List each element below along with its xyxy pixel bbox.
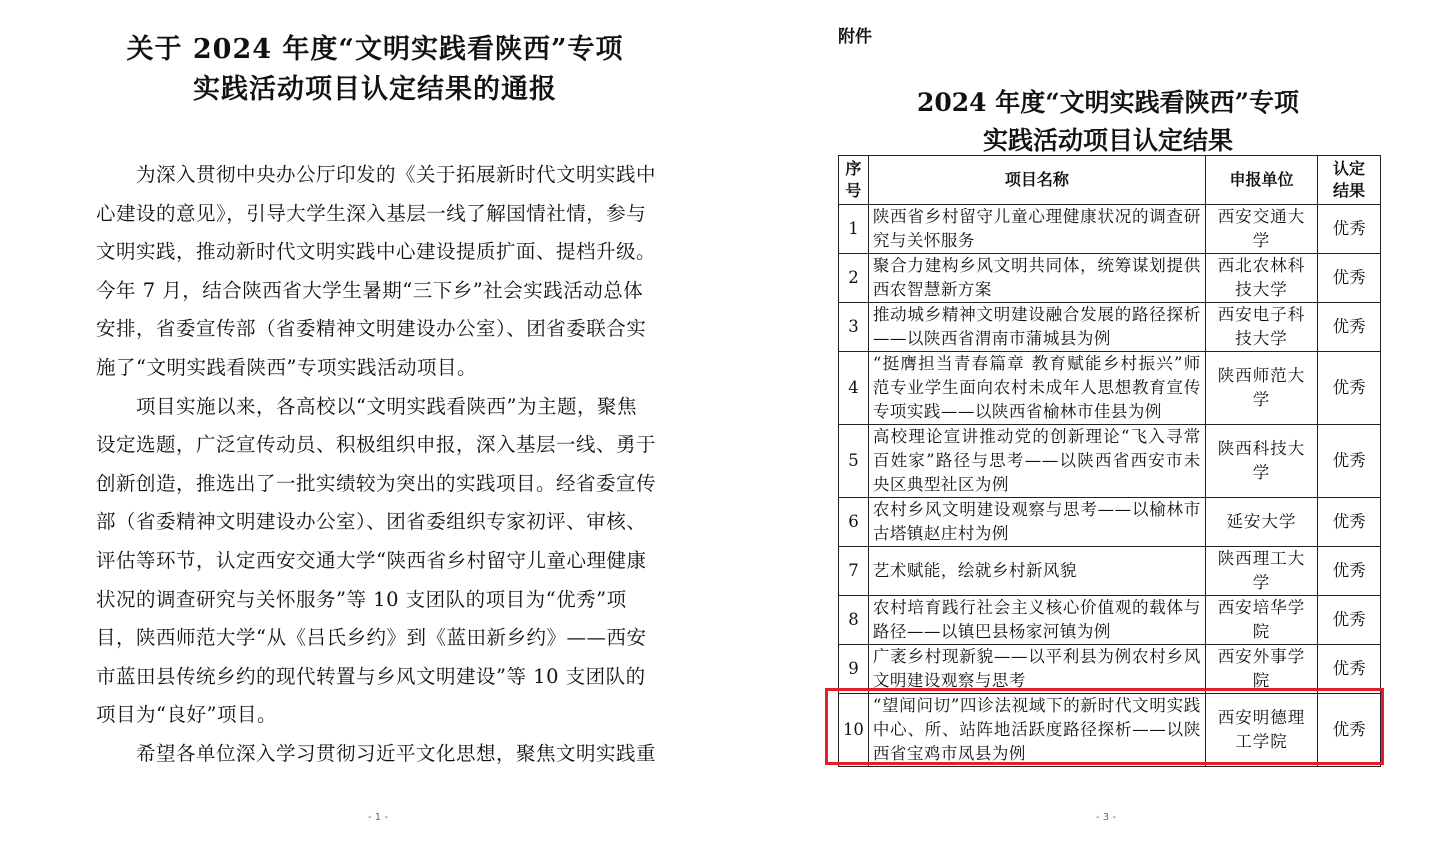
table-header-row [839, 156, 1381, 205]
project-name: 艺术赋能，绘就乡村新风貌 [868, 547, 1205, 596]
notice-title [60, 30, 690, 110]
result-cell: 优秀 [1318, 254, 1381, 303]
row-number: 1 [839, 205, 869, 254]
table-row [839, 205, 1381, 254]
row-number: 10 [839, 694, 869, 767]
notice-title-line-2: 实践活动项目认定结果的通报 [193, 74, 557, 105]
body-line: 项目实施以来，各高校以“文明实践看陕西”为主题，聚焦 [136, 394, 637, 418]
body-line: 状况的调查研究与关怀服务”等 10 支团队的项目为“优秀”项 [96, 587, 627, 611]
header-result-line-1: 认定 [1333, 159, 1366, 178]
body-line: 施了“文明实践看陕西”专项实践活动项目。 [96, 355, 477, 379]
body-line: 目，陕西师范大学“从《吕氏乡约》到《蓝田新乡约》——西安 [96, 626, 647, 650]
applicant-unit: 西安明德理工学院 [1205, 694, 1317, 767]
header-result-line-2: 结果 [1333, 181, 1366, 200]
body-line: 创新创造，推选出了一批实绩较为突出的实践项目。经省委宣传 [96, 471, 657, 495]
row-number: 4 [839, 352, 869, 425]
body-line: 设定选题，广泛宣传动员、积极组织申报，深入基层一线、勇于 [96, 433, 657, 457]
body-line: 今年 7 月，结合陕西省大学生暑期“三下乡”社会实践活动总体 [96, 278, 644, 302]
results-title-line-2: 实践活动项目认定结果 [982, 126, 1233, 155]
table-row [839, 596, 1381, 645]
body-line: 评估等环节，认定西安交通大学“陕西省乡村留守儿童心理健康 [96, 548, 647, 572]
project-name: “挺膺担当青春篇章 教育赋能乡村振兴”师范专业学生面向农村未成年人思想教育宣传专项实践——以陕西省榆林市佳县为例 [868, 352, 1205, 425]
applicant-unit: 西北农林科技大学 [1205, 254, 1317, 303]
project-name: 聚合力建构乡风文明共同体，统筹谋划提供西农智慧新方案 [868, 254, 1205, 303]
table-row [839, 645, 1381, 694]
results-table [838, 155, 1381, 767]
applicant-unit: 延安大学 [1205, 498, 1317, 547]
applicant-unit: 西安交通大学 [1205, 205, 1317, 254]
applicant-unit: 陕西理工大学 [1205, 547, 1317, 596]
header-unit: 申报单位 [1205, 156, 1317, 205]
row-number: 7 [839, 547, 869, 596]
table-row [839, 352, 1381, 425]
notice-title-line-1: 关于 2024 年度“文明实践看陕西”专项 [126, 34, 624, 65]
result-cell: 优秀 [1318, 205, 1381, 254]
table-row [839, 303, 1381, 352]
header-no [839, 156, 869, 205]
page-number-right: - 3 - [1096, 812, 1116, 823]
table-row [839, 254, 1381, 303]
result-cell: 优秀 [1318, 425, 1381, 498]
row-number: 9 [839, 645, 869, 694]
results-title [838, 84, 1378, 160]
attachment-label: 附件 [838, 27, 872, 47]
row-number: 6 [839, 498, 869, 547]
table-body [839, 205, 1381, 767]
body-line: 心建设的意见》，引导大学生深入基层一线了解国情社情，参与 [96, 201, 647, 225]
body-line: 为深入贯彻中央办公厅印发的《关于拓展新时代文明实践中 [136, 163, 657, 186]
result-cell: 优秀 [1318, 498, 1381, 547]
project-name: 农村乡风文明建设观察与思考——以榆林市古塔镇赵庄村为例 [868, 498, 1205, 547]
row-number: 2 [839, 254, 869, 303]
table-row [839, 547, 1381, 596]
row-number: 5 [839, 425, 869, 498]
applicant-unit: 西安外事学院 [1205, 645, 1317, 694]
header-result [1318, 156, 1381, 205]
project-name: 农村培育践行社会主义核心价值观的载体与路径——以镇巴县杨家河镇为例 [868, 596, 1205, 645]
body-line: 希望各单位深入学习贯彻习近平文化思想，聚焦文明实践重 [136, 741, 657, 765]
body-line: 项目为“良好”项目。 [96, 703, 277, 727]
row-number: 3 [839, 303, 869, 352]
body-line: 文明实践，推动新时代文明实践中心建设提质扩面、提档升级。 [96, 240, 657, 264]
body-line: 市蓝田县传统乡约的现代转置与乡风文明建设”等 10 支团队的 [96, 664, 646, 688]
highlight-box [825, 688, 1384, 765]
project-name: “望闻问切”四诊法视域下的新时代文明实践中心、所、站阵地活跃度路径探析——以陕西省宝鸡市凤县为例 [868, 694, 1205, 767]
row-number: 8 [839, 596, 869, 645]
applicant-unit: 西安电子科技大学 [1205, 303, 1317, 352]
project-name: 推动城乡精神文明建设融合发展的路径探析——以陕西省渭南市蒲城县为例 [868, 303, 1205, 352]
applicant-unit: 陕西师范大学 [1205, 352, 1317, 425]
header-project-name: 项目名称 [868, 156, 1205, 205]
project-name: 陕西省乡村留守儿童心理健康状况的调查研究与关怀服务 [868, 205, 1205, 254]
header-no-line-2: 号 [845, 181, 862, 200]
body-line: 部（省委精神文明建设办公室）、团省委组织专家初评、审核、 [96, 510, 647, 534]
result-cell: 优秀 [1318, 694, 1381, 767]
table-row [839, 425, 1381, 498]
header-no-line-1: 序 [845, 159, 862, 178]
page-number-left: - 1 - [368, 812, 388, 823]
project-name: 高校理论宣讲推动党的创新理论“飞入寻常百姓家”路径与思考——以陕西省西安市未央区典型社区为例 [868, 425, 1205, 498]
result-cell: 优秀 [1318, 303, 1381, 352]
notice-body [96, 156, 666, 774]
result-cell: 优秀 [1318, 547, 1381, 596]
result-cell: 优秀 [1318, 645, 1381, 694]
applicant-unit: 西安培华学院 [1205, 596, 1317, 645]
result-cell: 优秀 [1318, 596, 1381, 645]
body-line: 安排，省委宣传部（省委精神文明建设办公室）、团省委联合实 [96, 317, 647, 341]
results-title-line-1: 2024 年度“文明实践看陕西”专项 [916, 88, 1300, 117]
result-cell: 优秀 [1318, 352, 1381, 425]
project-name: 广袤乡村现新貌——以平利县为例农村乡风文明建设观察与思考 [868, 645, 1205, 694]
table-row [839, 498, 1381, 547]
applicant-unit: 陕西科技大学 [1205, 425, 1317, 498]
